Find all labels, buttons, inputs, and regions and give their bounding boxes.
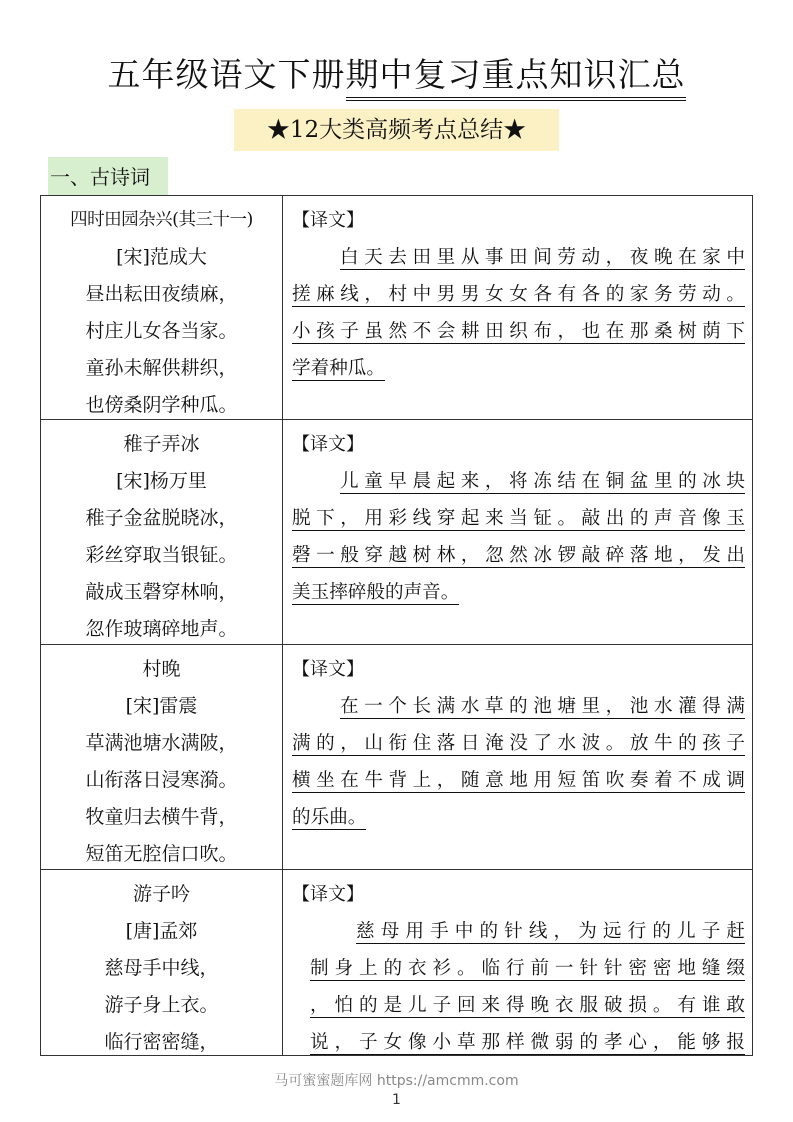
poem-line: 短笛无腔信口吹。: [85, 843, 238, 865]
translation-line: 慈母用手中的针线，为远行的儿子赶: [356, 921, 745, 942]
translation-label: 【译文】: [292, 884, 364, 905]
poem-cell: [41, 876, 282, 1061]
poem-author: [唐]孟郊: [125, 920, 198, 942]
translation-line: ，怕的是儿子回来得晚衣服破损。有谁敢: [310, 995, 745, 1016]
poem-author: [宋]范成大: [116, 246, 207, 268]
translation-cell: [292, 426, 747, 611]
title-prefix: 五年级语文下册: [107, 55, 346, 94]
translation-line: 搓麻线，村中男男女女各有各的家务劳动。: [292, 284, 745, 305]
poem-table: [40, 195, 753, 1056]
translation-line: 制身上的衣衫。临行前一针针密密地缝缀: [310, 958, 745, 979]
translation-line: 磬一般穿越树林，忽然冰锣敲碎落地，发出: [292, 545, 745, 566]
poem-line: 敲成玉磬穿林响，: [85, 581, 238, 603]
translation-line: 的乐曲。: [292, 807, 367, 828]
translation-line: 横坐在牛背上，随意地用短笛吹奏着不成调: [292, 770, 745, 791]
translation-line: 说，子女像小草那样微弱的孝心，能够报: [310, 1032, 745, 1053]
translation-line: 学着种瓜。: [292, 358, 385, 379]
poem-row: [41, 870, 752, 1055]
poem-line: 慈母手中线，: [104, 957, 219, 979]
translation-cell: [292, 876, 747, 1061]
poem-line: 山衔落日浸寒漪。: [85, 769, 238, 791]
footer-website: 马可蜜蜜题库网 https://amcmm.com: [274, 1073, 519, 1089]
translation-cell: [292, 651, 747, 836]
poem-line: 临行密密缝，: [104, 1031, 219, 1053]
translation-label: 【译文】: [292, 434, 364, 455]
poem-line: 童孙未解供耕织，: [85, 357, 238, 379]
poem-line: 村庄儿女各当家。: [85, 320, 238, 342]
poem-line: 昼出耘田夜绩麻，: [85, 283, 238, 305]
translation-line: 在一个长满水草的池塘里，池水灌得满: [340, 696, 745, 717]
poem-author: [宋]杨万里: [116, 470, 207, 492]
translation-line: 脱下，用彩线穿起来当钲。敲出的声音像玉: [292, 508, 745, 529]
poem-cell: [41, 202, 282, 424]
page-number: 1: [392, 1092, 401, 1108]
poem-line: 游子身上衣。: [104, 994, 219, 1016]
poem-row: [41, 645, 752, 870]
translation-label: 【译文】: [292, 210, 364, 231]
poem-line: 草满池塘水满陂，: [85, 732, 238, 754]
poem-row: [41, 196, 752, 420]
title-highlight: 期中复习重点知识汇总: [346, 53, 686, 101]
translation-line: 小孩子虽然不会耕田织布，也在那桑树荫下: [292, 321, 745, 342]
poem-title: 四时田园杂兴(其三十一): [70, 210, 253, 230]
poem-title: 村晚: [142, 658, 181, 680]
translation-line: 满的，山衔住落日淹没了水波。放牛的孩子: [292, 733, 745, 754]
poem-line: 也傍桑阴学种瓜。: [85, 394, 238, 416]
poem-cell: [41, 426, 282, 648]
poem-author: [宋]雷震: [125, 695, 198, 717]
translation-cell: [292, 202, 747, 387]
poem-title: 游子吟: [132, 883, 190, 905]
poem-row: [41, 420, 752, 645]
poem-title: 稚子弄冰: [123, 433, 200, 455]
section-heading: 一、古诗词: [48, 157, 168, 195]
subtitle-banner: ★12大类高频考点总结★: [234, 109, 559, 151]
poem-line: 牧童归去横牛背，: [85, 806, 238, 828]
poem-line: 彩丝穿取当银钲。: [85, 544, 238, 566]
translation-line: 儿童早晨起来，将冻结在铜盆里的冰块: [340, 471, 745, 492]
page-title: [0, 52, 793, 100]
translation-line: 白天去田里从事田间劳动，夜晚在家中: [340, 247, 745, 268]
poem-line: 忽作玻璃碎地声。: [85, 618, 238, 640]
poem-line: 稚子金盆脱晓冰，: [85, 507, 238, 529]
poem-cell: [41, 651, 282, 873]
translation-line: 美玉摔碎般的声音。: [292, 582, 460, 603]
translation-label: 【译文】: [292, 659, 364, 680]
